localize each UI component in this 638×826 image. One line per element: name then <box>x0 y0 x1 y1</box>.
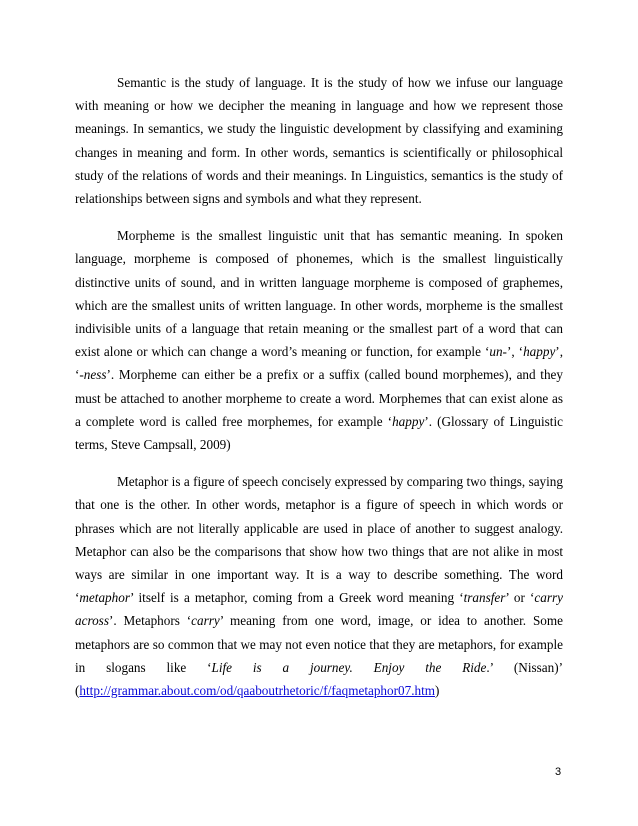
text-run: ’ or ‘ <box>505 590 535 606</box>
italic-term: happy <box>523 344 556 360</box>
italic-term: carry <box>191 613 220 629</box>
text-run: ’. (Glossary of Linguistic terms, Steve Campsall, 2009) <box>75 413 563 453</box>
text-run: ’ meaning from one word, image, or idea to another. Some metaphors are so common that we may not even notice that they are metaphors, for example in slogans like ‘ <box>75 613 563 675</box>
text-run: .’ (Nissan)’ ( <box>75 659 563 699</box>
text-run: Morpheme is the smallest linguistic unit that has semantic meaning. In spoken language, morpheme is composed of phonemes, which is the smallest linguistically distinctive units of sound, and in written language morpheme is composed of graphemes, which are the smallest units of written language. In other words, morpheme is the smallest indivisible units of a language that retain meaning or the smallest part of a word that can exist alone or which can change a word’s meaning or function, for example ‘ <box>75 228 563 360</box>
text-run: ’. Metaphors ‘ <box>108 613 192 629</box>
text-run: ’ itself is a metaphor, coming from a Greek word meaning ‘ <box>129 590 464 606</box>
text-run: ’, ‘ <box>75 344 563 383</box>
body-text <box>75 71 563 716</box>
italic-term: -ness <box>79 367 107 383</box>
text-run: Semantic is the study of language. It is the study of how we infuse our language with meaning or how we decipher the meaning in language and how we represent those meanings. In semantics, we study the linguistic development by classifying and examining changes in meaning and form. In other words, semantics is scientifically or philosophical study of the relations of words and their meanings. In Linguistics, semantics is the study of relationships between signs and symbols and what they represent. <box>75 75 563 207</box>
italic-term: Life is a journey. Enjoy the Ride <box>211 659 487 675</box>
text-run: ) <box>435 683 440 699</box>
reference-link[interactable]: http://grammar.about.com/od/qaaboutrhetoric/f/faqmetaphor07.htm <box>79 683 436 699</box>
text-run: ’, ‘ <box>506 344 524 360</box>
italic-term: happy <box>392 413 425 429</box>
paragraph-semantic <box>75 71 563 210</box>
page-number: 3 <box>555 766 562 778</box>
text-run: ’. Morpheme can either be a prefix or a suffix (called bound morphemes), and they must be attached to another morpheme to create a word. Morphemes that can exist alone as a complete word is called free morphemes, for example ‘ <box>75 367 563 429</box>
paragraph-metaphor <box>75 470 563 702</box>
italic-term: un- <box>489 344 507 360</box>
italic-term: metaphor <box>79 590 130 606</box>
italic-term: transfer <box>463 590 506 606</box>
paragraph-morpheme <box>75 224 563 456</box>
italic-term: carry across <box>75 590 563 629</box>
text-run: Metaphor is a figure of speech concisely expressed by comparing two things, saying that one is the other. In other words, metaphor is a figure of speech in which words or phrases which are not literally applicable are used in place of another to suggest analogy. Metaphor can also be the comparisons that show how two things that are not alike in most ways are similar in one important way. It is a way to describe something. The word ‘ <box>75 474 563 606</box>
